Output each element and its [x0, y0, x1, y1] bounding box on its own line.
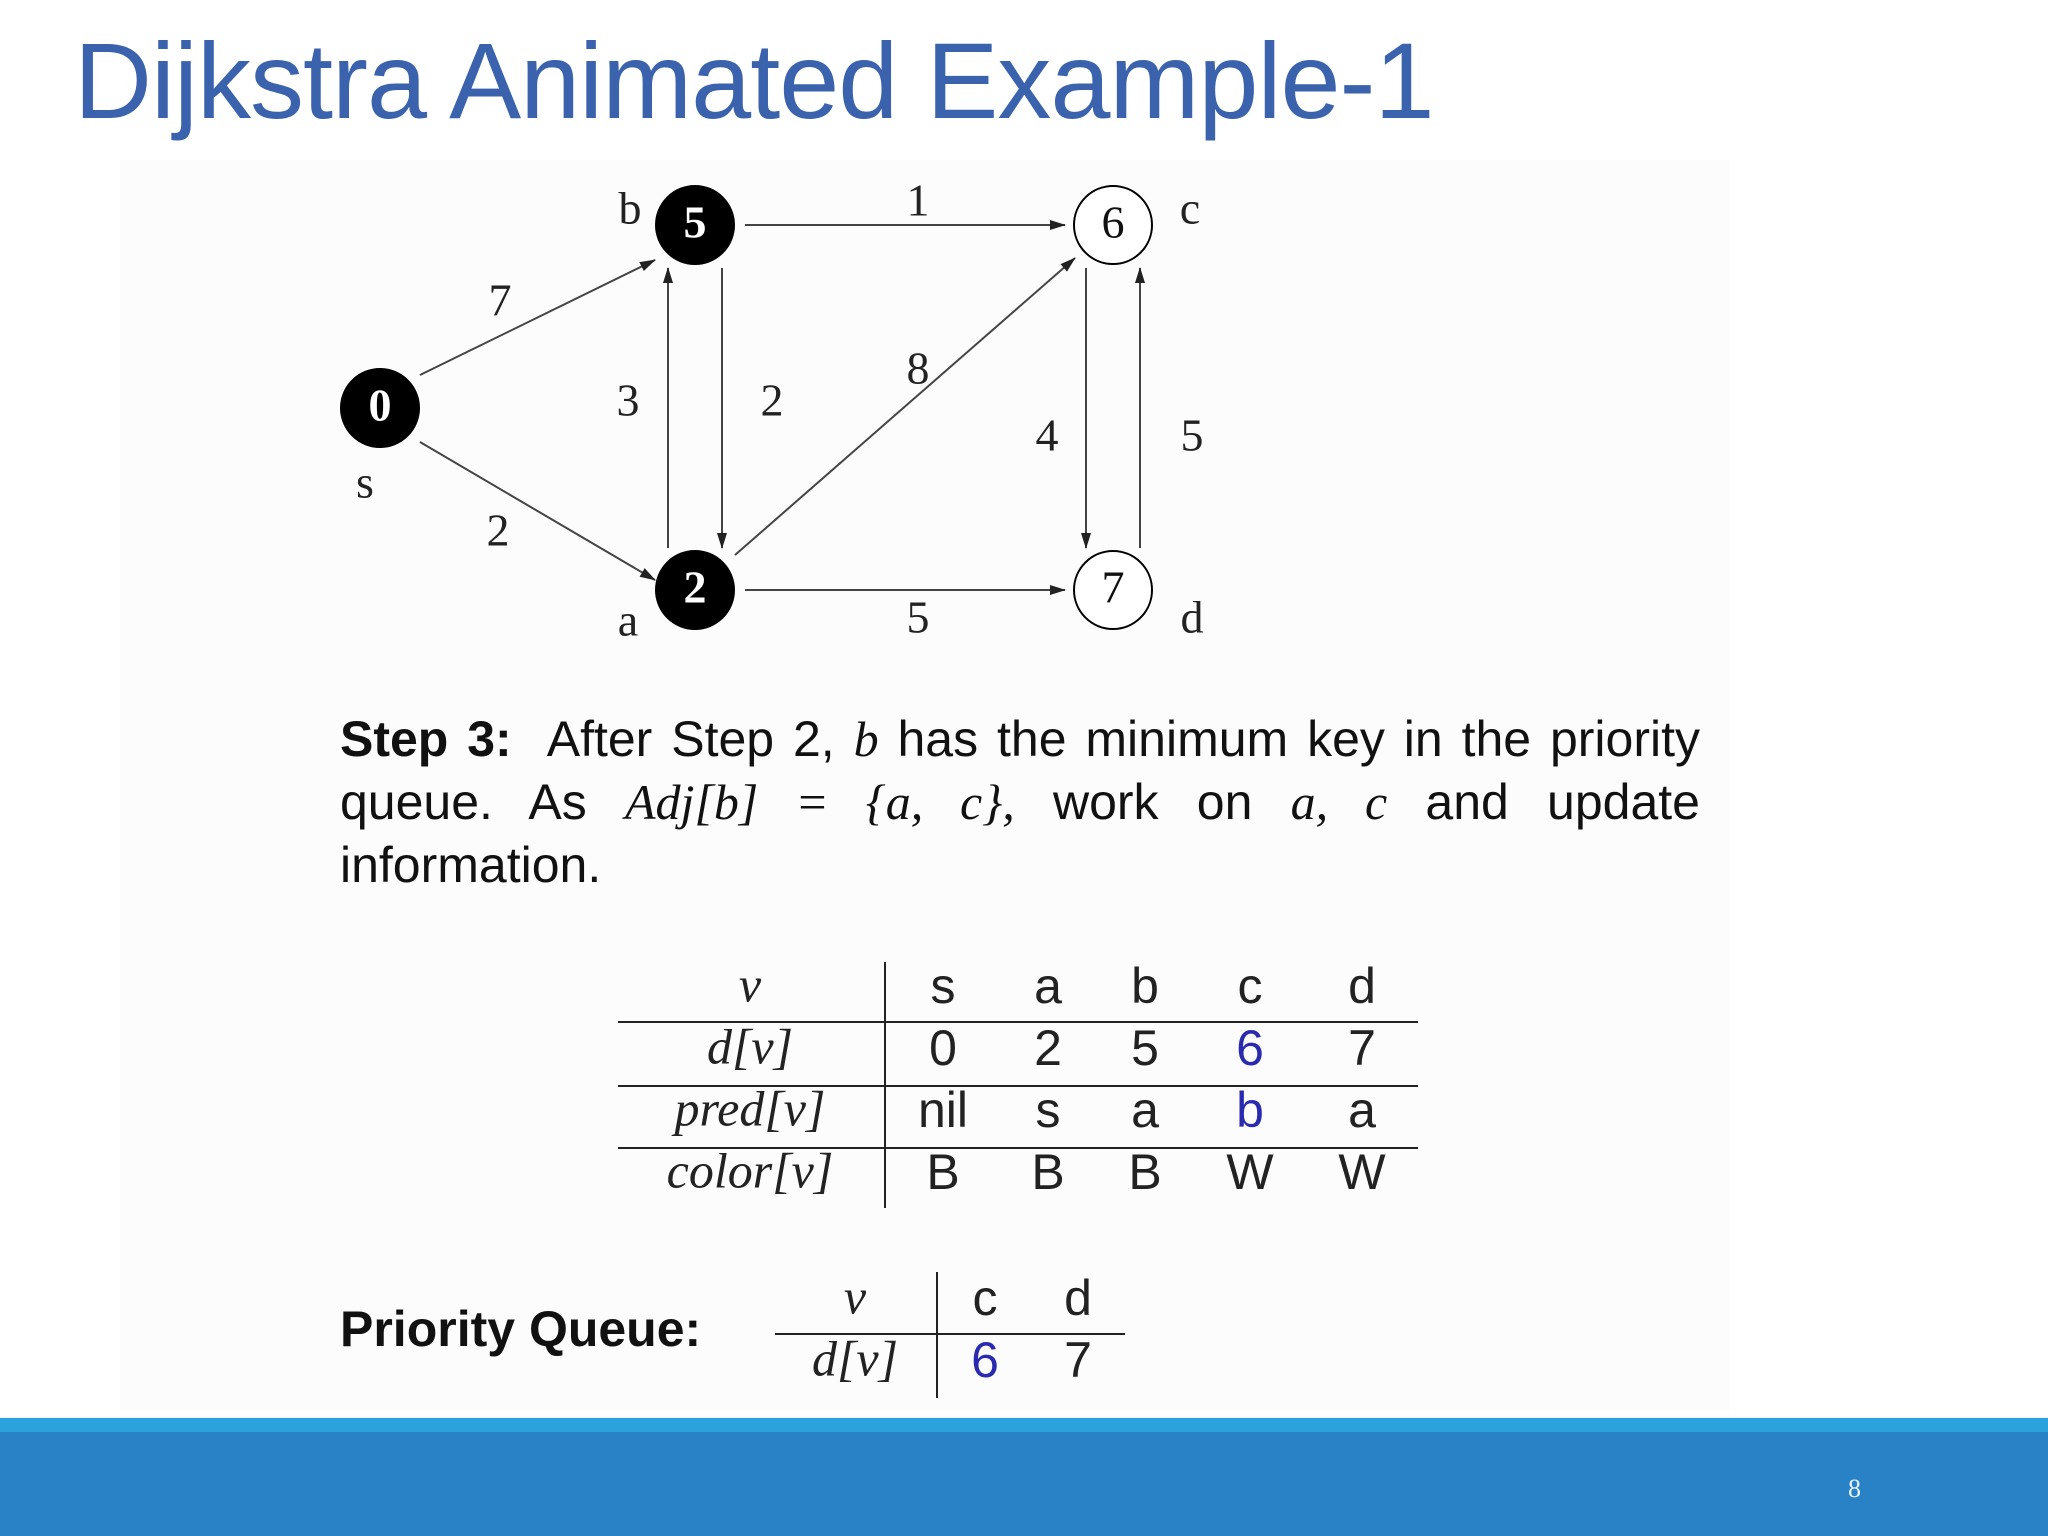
table-cell-d-b: 5: [1131, 1020, 1159, 1077]
pq-value-c: 6: [971, 1332, 999, 1389]
step-var-ac: a, c: [1290, 774, 1388, 830]
step-heading: Step 3:: [340, 711, 512, 767]
node-label-c: c: [1179, 182, 1201, 234]
table-row-header-color: color[v]: [666, 1142, 834, 1199]
table-row-header-d: d[v]: [706, 1018, 794, 1075]
node-a: [656, 551, 734, 629]
table-cell-color-a: B: [1031, 1144, 1065, 1201]
node-d: [1074, 551, 1152, 629]
node-label-d: d: [1180, 591, 1204, 643]
step-adj-expr: Adj[b] = {a, c},: [624, 774, 1015, 830]
svg-text:2: 2: [683, 561, 707, 613]
table-cell-color-b: B: [1128, 1144, 1162, 1201]
pq-col-header-d: d: [1064, 1270, 1092, 1327]
table-cell-pred-c: b: [1236, 1082, 1264, 1139]
edge-weight-b-a: 2: [760, 374, 784, 426]
table-cell-d-a: 2: [1034, 1020, 1062, 1077]
pq-row-header-d: d[v]: [811, 1330, 899, 1387]
step-text-1: After Step 2,: [546, 711, 835, 767]
edge-weight-a-c: 8: [906, 342, 930, 394]
step-description: [340, 708, 1700, 897]
edge-s-b: [420, 260, 655, 375]
footer-bar: [0, 1418, 2048, 1536]
step-text-4: and update information.: [340, 774, 1700, 893]
table-cell-pred-s: nil: [917, 1082, 969, 1139]
step-text-2: has the minimum key in the priority queue. As: [340, 711, 1700, 830]
table-col-header-d: d: [1348, 958, 1376, 1015]
pq-value-d: 7: [1064, 1332, 1092, 1389]
step-text-3: work on: [1052, 774, 1253, 830]
svg-text:0: 0: [368, 379, 392, 431]
node-s: [341, 369, 419, 447]
node-label-s: s: [356, 456, 374, 508]
table-row-header-pred: pred[v]: [674, 1080, 826, 1137]
edge-weight-d-c: 5: [1180, 409, 1204, 461]
page-number: 8: [1848, 1474, 1861, 1503]
edge-weight-a-d: 5: [906, 591, 930, 643]
table-cell-d-s: 0: [929, 1020, 957, 1077]
priority-queue-label: Priority Queue:: [340, 1301, 702, 1357]
edge-weight-s-a: 2: [486, 504, 510, 556]
node-c: [1074, 186, 1152, 264]
table-col-header-a: a: [1034, 958, 1062, 1015]
table-col-header-s: s: [930, 958, 956, 1015]
table-cell-color-c: W: [1226, 1144, 1274, 1201]
table-cell-pred-a: s: [1035, 1082, 1061, 1139]
table-cell-d-c: 6: [1236, 1020, 1264, 1077]
table-cell-pred-d: a: [1348, 1082, 1376, 1139]
table-row-header-v: v: [738, 956, 762, 1013]
table-cell-d-d: 7: [1348, 1020, 1376, 1077]
step-var-b: b: [853, 711, 879, 767]
svg-text:6: 6: [1101, 196, 1125, 248]
node-label-a: a: [617, 594, 639, 646]
table-cell-color-s: B: [926, 1144, 960, 1201]
slide-title: Dijkstra Animated Example-1: [74, 20, 1434, 141]
pq-col-header-c: c: [972, 1270, 998, 1327]
table-col-header-c: c: [1237, 958, 1263, 1015]
svg-text:7: 7: [1101, 561, 1125, 613]
edge-weight-c-d: 4: [1035, 409, 1059, 461]
node-label-b: b: [618, 182, 642, 234]
edge-a-c: [735, 258, 1075, 555]
edge-weight-s-b: 7: [488, 274, 512, 326]
svg-text:5: 5: [683, 196, 707, 248]
table-col-header-b: b: [1131, 958, 1159, 1015]
table-cell-color-d: W: [1338, 1144, 1386, 1201]
node-b: [656, 186, 734, 264]
edge-weight-a-b: 3: [616, 374, 640, 426]
footer-stripe: [0, 1418, 2048, 1432]
edge-weight-b-c: 1: [906, 174, 930, 226]
table-cell-pred-b: a: [1131, 1082, 1159, 1139]
edge-s-a: [420, 442, 655, 580]
pq-row-header-v: v: [843, 1268, 867, 1325]
